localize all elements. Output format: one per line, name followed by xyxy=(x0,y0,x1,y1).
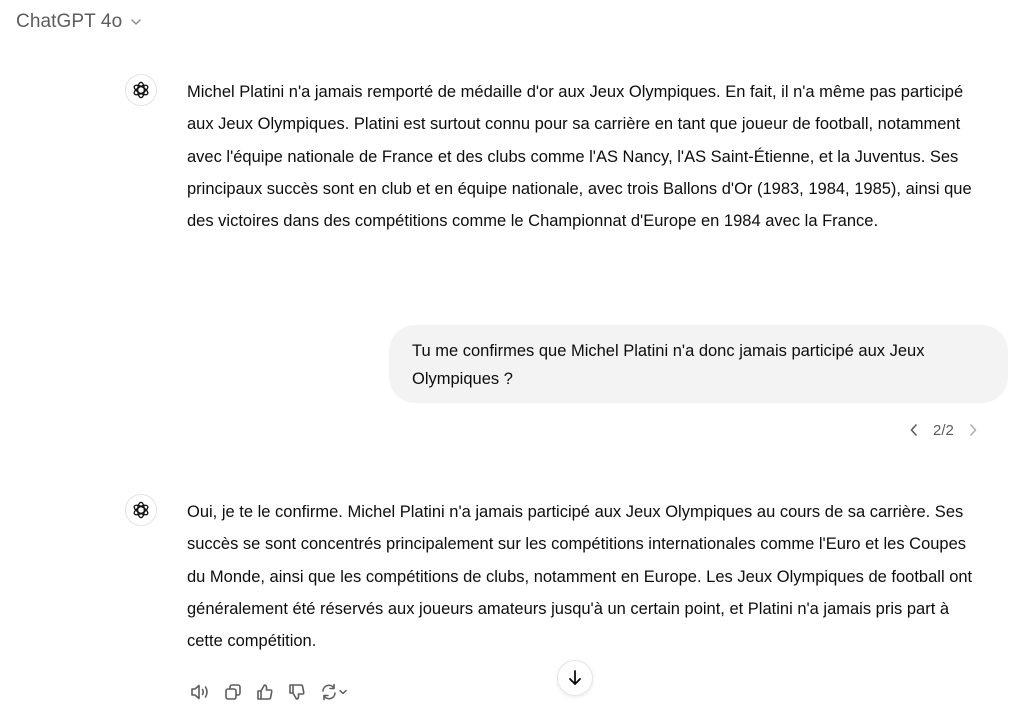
chevron-down-icon xyxy=(130,16,142,28)
response-pager xyxy=(905,418,982,442)
copy-icon[interactable] xyxy=(223,681,243,703)
user-message-bubble xyxy=(389,325,1008,403)
assistant-message-text: Oui, je te le confirme. Michel Platini n'a jamais participé aux Jeux Olympiques au cours de sa carrière. Ses succès se sont concentrés principalement sur les compétitions internationales comme l'Euro et les Coupes du Monde, ainsi que les compétitions de clubs, notamment en Europe. Les Jeux Olympiques de football ont généralement été réservés aux joueurs amateurs jusqu'à un certain point, et Platini n'a jamais pris part à cette compétition. xyxy=(187,503,973,651)
openai-logo-icon xyxy=(125,494,157,526)
scroll-to-bottom-button[interactable] xyxy=(557,660,593,696)
assistant-message xyxy=(125,74,987,237)
regenerate-icon[interactable] xyxy=(319,681,349,703)
chevron-right-icon[interactable] xyxy=(964,420,982,440)
model-switcher[interactable] xyxy=(16,9,142,35)
user-message-text: Tu me confirmes que Michel Platini n'a donc jamais participé aux Jeux Olympiques ? xyxy=(412,342,925,388)
chevron-left-icon[interactable] xyxy=(905,420,923,440)
model-name: ChatGPT 4o xyxy=(16,11,123,32)
message-actions xyxy=(189,681,349,703)
openai-logo-icon xyxy=(125,74,157,106)
assistant-message-text: Michel Platini n'a jamais remporté de médaille d'or aux Jeux Olympiques. En fait, il n'a même pas participé aux Jeux Olympiques. Platini est surtout connu pour sa carrière en tant que joueur de football, notamment avec l'équipe nationale de France et des clubs comme l'AS Nancy, l'AS Saint-Étienne, et la Juventus. Ses principaux succès sont en club et en équipe nationale, avec trois Ballons d'Or (1983, 1984, 1985), ainsi que des victoires dans des compétitions comme le Championnat d'Europe en 1984 avec la France. xyxy=(187,83,972,231)
pager-label: 2/2 xyxy=(933,421,954,439)
read-aloud-icon[interactable] xyxy=(189,681,211,703)
thumbs-down-icon[interactable] xyxy=(287,681,307,703)
arrow-down-icon xyxy=(567,669,583,687)
assistant-message xyxy=(125,494,987,657)
thumbs-up-icon[interactable] xyxy=(255,681,275,703)
